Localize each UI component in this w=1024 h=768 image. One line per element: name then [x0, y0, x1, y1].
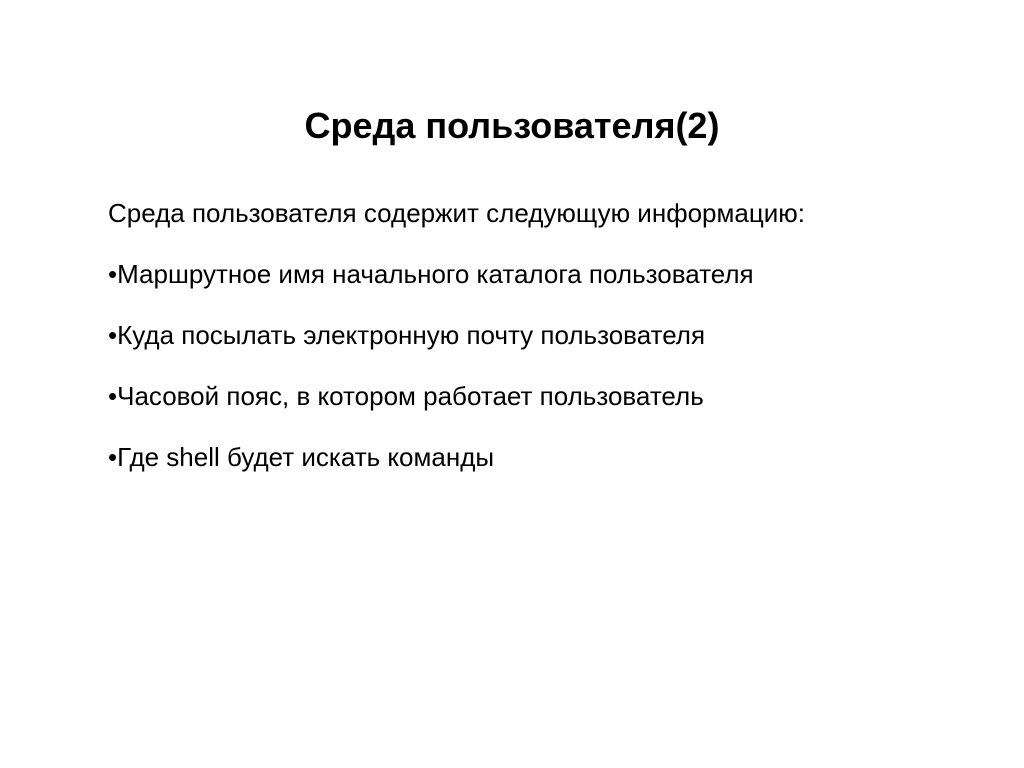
bullet-text: Где shell будет искать команды — [117, 442, 495, 472]
bullet-text: Часовой пояс, в котором работает пользователь — [117, 381, 704, 411]
slide-body — [108, 193, 968, 477]
bullet-icon: • — [108, 320, 118, 350]
bullet-item — [108, 315, 968, 355]
intro-text: Среда пользователя содержит следующую информацию: — [108, 198, 805, 228]
bullet-list — [108, 254, 968, 477]
bullet-item — [108, 376, 968, 416]
bullet-item — [108, 437, 968, 477]
bullet-text: Маршрутное имя начального каталога пользователя — [117, 259, 754, 289]
slide-title: Среда пользователя(2) — [304, 105, 720, 146]
bullet-icon: • — [108, 259, 118, 289]
bullet-text: Куда посылать электронную почту пользователя — [117, 320, 706, 350]
bullet-icon: • — [108, 442, 118, 472]
bullet-icon: • — [108, 381, 118, 411]
bullet-item — [108, 254, 968, 294]
